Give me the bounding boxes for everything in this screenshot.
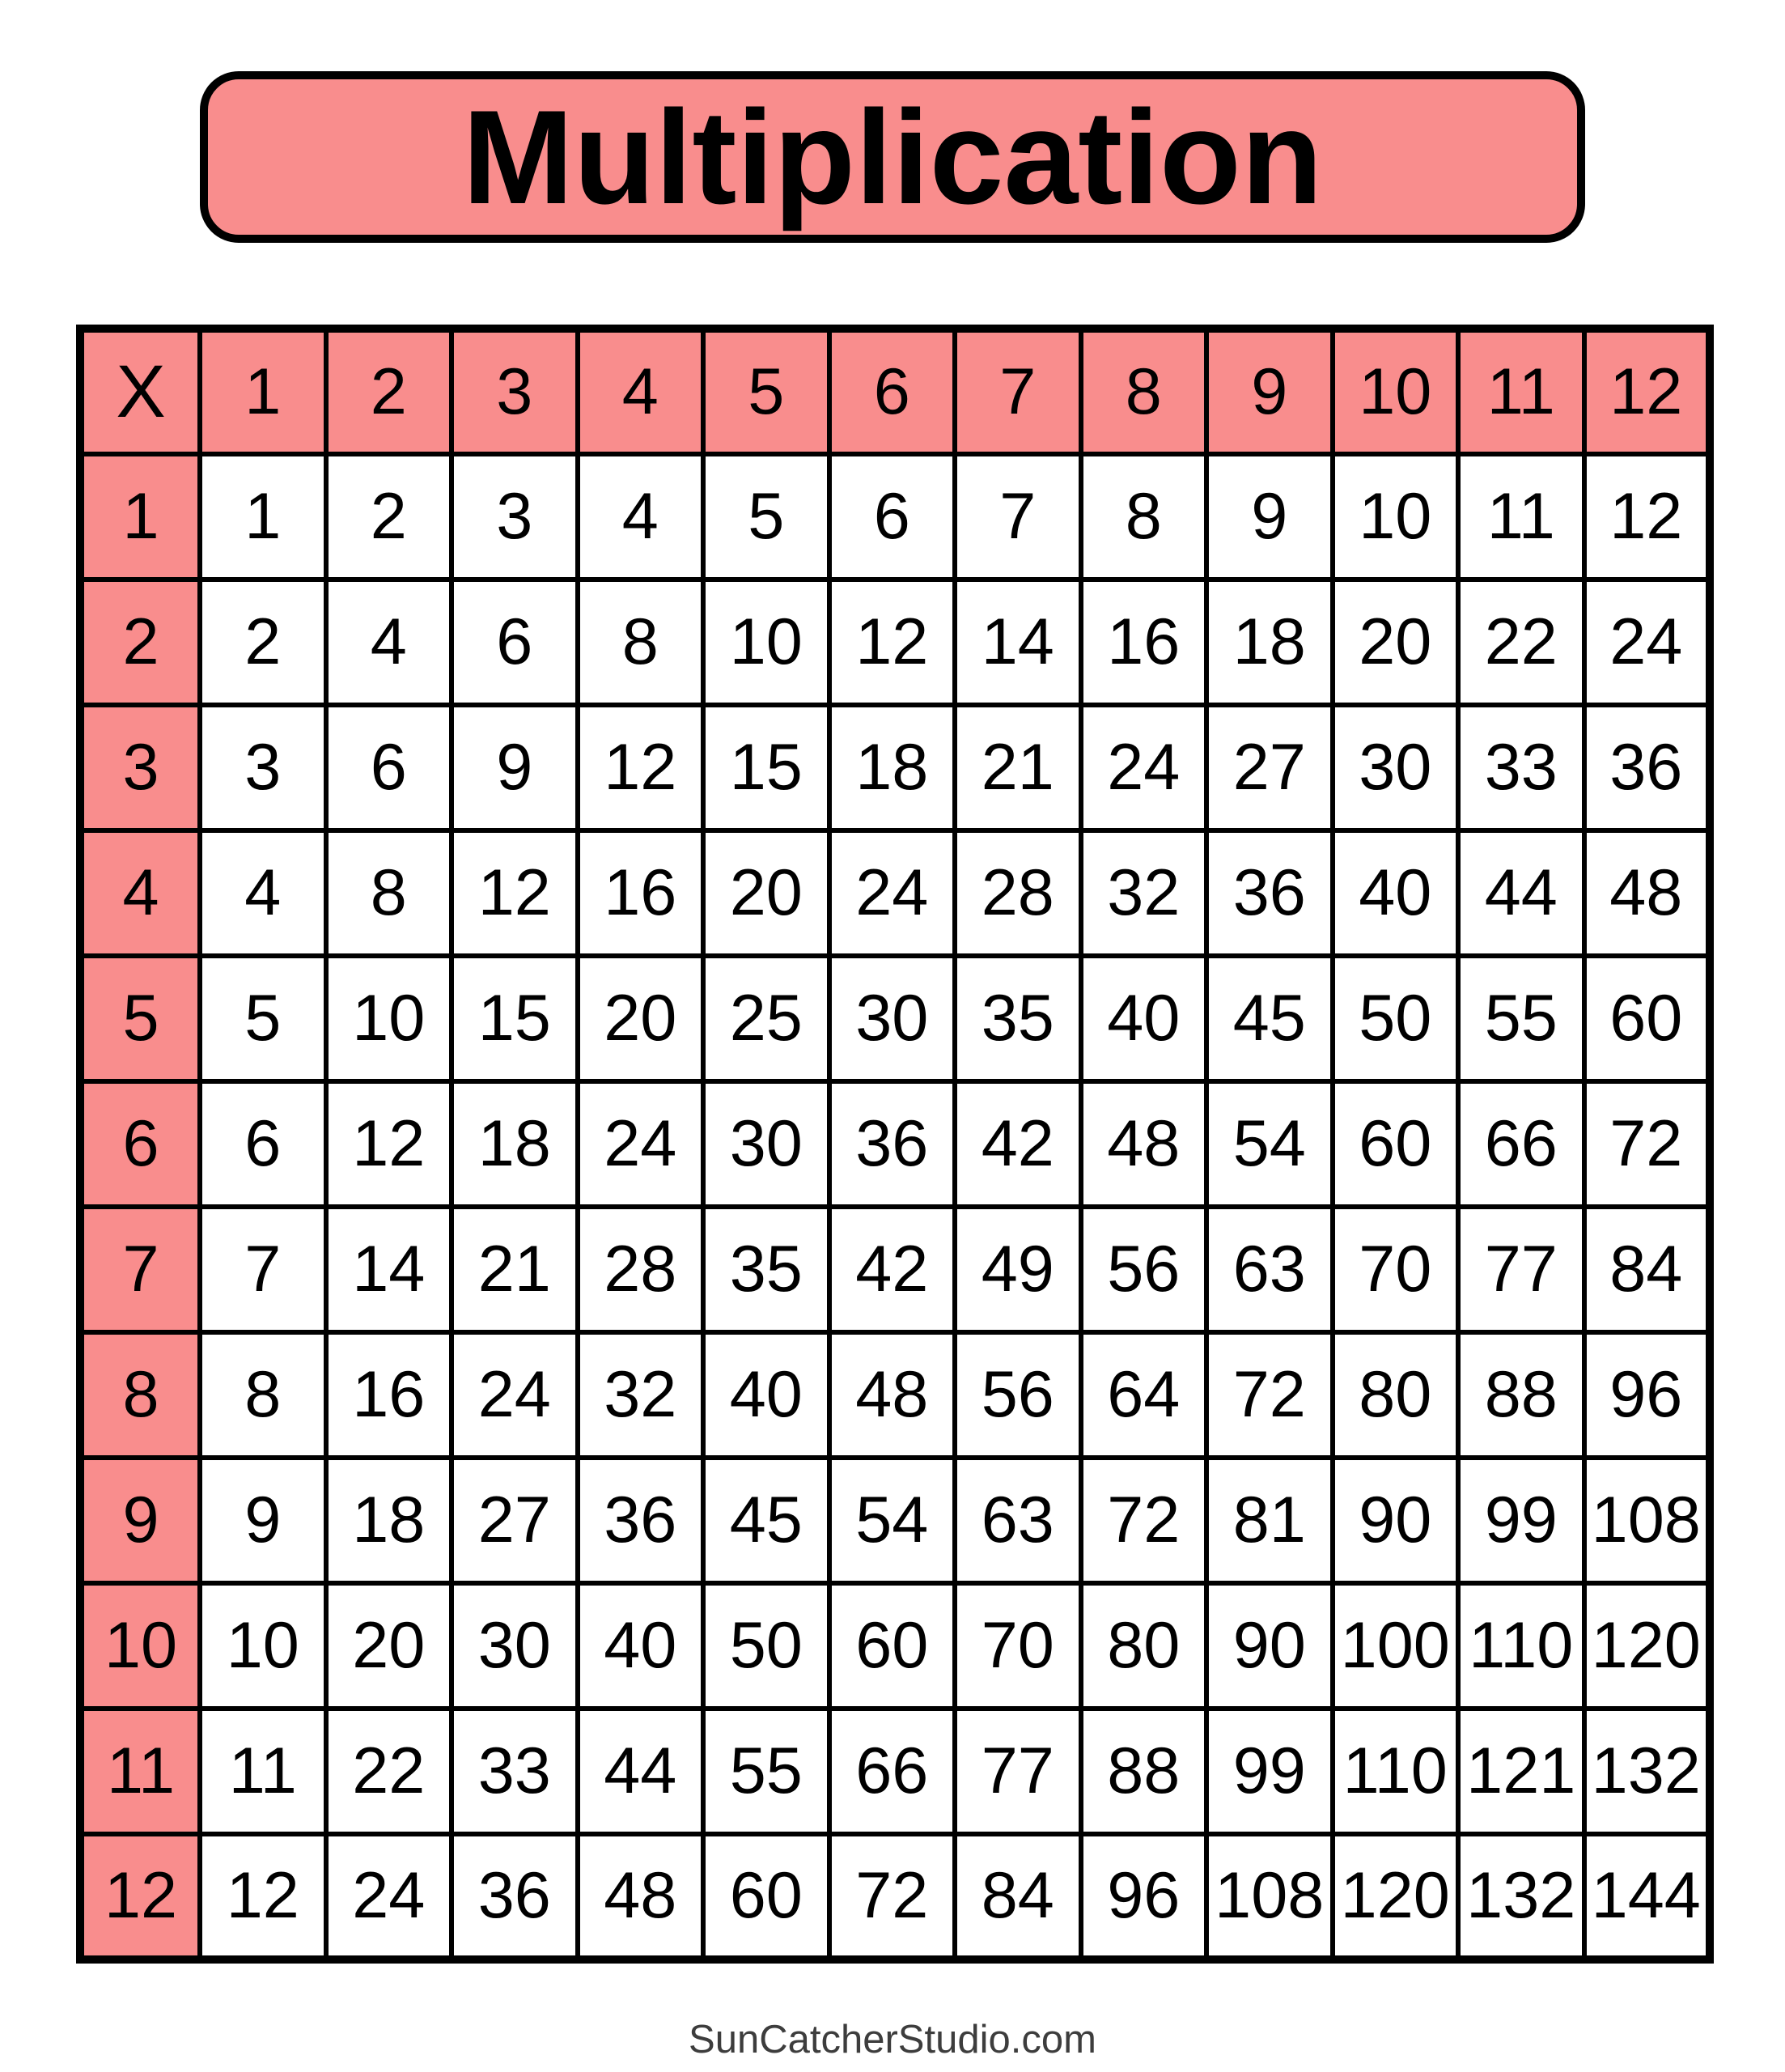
- product-cell: 72: [829, 1834, 956, 1959]
- column-header-cell: 12: [1584, 329, 1711, 454]
- corner-cell: X: [80, 329, 200, 454]
- product-cell: 7: [200, 1207, 326, 1332]
- product-cell: 90: [1206, 1583, 1333, 1709]
- column-header-cell: 11: [1458, 329, 1584, 454]
- product-cell: 30: [452, 1583, 578, 1709]
- product-cell: 55: [1458, 956, 1584, 1081]
- column-header-cell: 7: [955, 329, 1081, 454]
- product-cell: 30: [703, 1081, 829, 1207]
- product-cell: 18: [326, 1458, 452, 1583]
- table-row: [80, 454, 1710, 580]
- product-cell: 9: [1206, 454, 1333, 580]
- product-cell: 36: [578, 1458, 704, 1583]
- table-row: [80, 1458, 1710, 1583]
- product-cell: 2: [326, 454, 452, 580]
- product-cell: 96: [1584, 1332, 1711, 1458]
- product-cell: 60: [829, 1583, 956, 1709]
- product-cell: 20: [703, 830, 829, 956]
- product-cell: 88: [1081, 1709, 1207, 1834]
- product-cell: 24: [578, 1081, 704, 1207]
- product-cell: 50: [1333, 956, 1459, 1081]
- table-row: [80, 1709, 1710, 1834]
- product-cell: 27: [452, 1458, 578, 1583]
- product-cell: 40: [1081, 956, 1207, 1081]
- product-cell: 4: [200, 830, 326, 956]
- product-cell: 2: [200, 580, 326, 705]
- column-header-cell: 3: [452, 329, 578, 454]
- product-cell: 108: [1206, 1834, 1333, 1959]
- row-header-cell: 11: [80, 1709, 200, 1834]
- product-cell: 11: [200, 1709, 326, 1834]
- product-cell: 21: [452, 1207, 578, 1332]
- product-cell: 12: [200, 1834, 326, 1959]
- product-cell: 36: [1206, 830, 1333, 956]
- product-cell: 8: [578, 580, 704, 705]
- product-cell: 3: [200, 705, 326, 830]
- product-cell: 77: [955, 1709, 1081, 1834]
- product-cell: 44: [578, 1709, 704, 1834]
- row-header-cell: 12: [80, 1834, 200, 1959]
- product-cell: 144: [1584, 1834, 1711, 1959]
- product-cell: 35: [955, 956, 1081, 1081]
- product-cell: 10: [703, 580, 829, 705]
- product-cell: 22: [326, 1709, 452, 1834]
- product-cell: 33: [1458, 705, 1584, 830]
- product-cell: 24: [829, 830, 956, 956]
- product-cell: 66: [1458, 1081, 1584, 1207]
- product-cell: 48: [829, 1332, 956, 1458]
- product-cell: 60: [1333, 1081, 1459, 1207]
- table-row: [80, 1834, 1710, 1959]
- product-cell: 7: [955, 454, 1081, 580]
- product-cell: 18: [1206, 580, 1333, 705]
- product-cell: 14: [955, 580, 1081, 705]
- product-cell: 54: [829, 1458, 956, 1583]
- product-cell: 9: [452, 705, 578, 830]
- product-cell: 12: [326, 1081, 452, 1207]
- product-cell: 72: [1081, 1458, 1207, 1583]
- product-cell: 24: [452, 1332, 578, 1458]
- row-header-cell: 2: [80, 580, 200, 705]
- product-cell: 3: [452, 454, 578, 580]
- product-cell: 121: [1458, 1709, 1584, 1834]
- row-header-cell: 7: [80, 1207, 200, 1332]
- product-cell: 28: [578, 1207, 704, 1332]
- product-cell: 30: [1333, 705, 1459, 830]
- product-cell: 10: [1333, 454, 1459, 580]
- table-row: [80, 1207, 1710, 1332]
- product-cell: 10: [200, 1583, 326, 1709]
- product-cell: 15: [703, 705, 829, 830]
- product-cell: 80: [1081, 1583, 1207, 1709]
- product-cell: 20: [578, 956, 704, 1081]
- product-cell: 32: [578, 1332, 704, 1458]
- product-cell: 132: [1584, 1709, 1711, 1834]
- product-cell: 110: [1333, 1709, 1459, 1834]
- product-cell: 20: [1333, 580, 1459, 705]
- product-cell: 60: [703, 1834, 829, 1959]
- product-cell: 32: [1081, 830, 1207, 956]
- product-cell: 63: [955, 1458, 1081, 1583]
- product-cell: 6: [829, 454, 956, 580]
- table-row: [80, 956, 1710, 1081]
- product-cell: 45: [703, 1458, 829, 1583]
- product-cell: 24: [1584, 580, 1711, 705]
- product-cell: 16: [578, 830, 704, 956]
- row-header-cell: 4: [80, 830, 200, 956]
- row-header-cell: 5: [80, 956, 200, 1081]
- product-cell: 4: [326, 580, 452, 705]
- product-cell: 84: [1584, 1207, 1711, 1332]
- product-cell: 8: [200, 1332, 326, 1458]
- product-cell: 24: [1081, 705, 1207, 830]
- product-cell: 6: [326, 705, 452, 830]
- product-cell: 100: [1333, 1583, 1459, 1709]
- product-cell: 8: [1081, 454, 1207, 580]
- product-cell: 36: [1584, 705, 1711, 830]
- table-row: [80, 1583, 1710, 1709]
- product-cell: 9: [200, 1458, 326, 1583]
- product-cell: 96: [1081, 1834, 1207, 1959]
- product-cell: 108: [1584, 1458, 1711, 1583]
- product-cell: 24: [326, 1834, 452, 1959]
- product-cell: 40: [703, 1332, 829, 1458]
- product-cell: 80: [1333, 1332, 1459, 1458]
- row-header-cell: 10: [80, 1583, 200, 1709]
- product-cell: 44: [1458, 830, 1584, 956]
- product-cell: 15: [452, 956, 578, 1081]
- product-cell: 132: [1458, 1834, 1584, 1959]
- product-cell: 27: [1206, 705, 1333, 830]
- product-cell: 18: [452, 1081, 578, 1207]
- multiplication-table: [76, 325, 1714, 1964]
- product-cell: 8: [326, 830, 452, 956]
- product-cell: 48: [578, 1834, 704, 1959]
- product-cell: 84: [955, 1834, 1081, 1959]
- row-header-cell: 8: [80, 1332, 200, 1458]
- product-cell: 40: [578, 1583, 704, 1709]
- column-header-cell: 9: [1206, 329, 1333, 454]
- product-cell: 14: [326, 1207, 452, 1332]
- product-cell: 45: [1206, 956, 1333, 1081]
- product-cell: 54: [1206, 1081, 1333, 1207]
- column-header-cell: 4: [578, 329, 704, 454]
- header-row: [80, 329, 1710, 454]
- product-cell: 4: [578, 454, 704, 580]
- page-title: Multiplication: [462, 82, 1323, 231]
- product-cell: 88: [1458, 1332, 1584, 1458]
- product-cell: 70: [1333, 1207, 1459, 1332]
- column-header-cell: 6: [829, 329, 956, 454]
- product-cell: 81: [1206, 1458, 1333, 1583]
- product-cell: 90: [1333, 1458, 1459, 1583]
- product-cell: 64: [1081, 1332, 1207, 1458]
- product-cell: 20: [326, 1583, 452, 1709]
- footer-watermark: SunCatcherStudio.com: [689, 2018, 1096, 2061]
- product-cell: 48: [1584, 830, 1711, 956]
- table-row: [80, 1332, 1710, 1458]
- product-cell: 12: [452, 830, 578, 956]
- product-cell: 72: [1206, 1332, 1333, 1458]
- product-cell: 5: [703, 454, 829, 580]
- product-cell: 110: [1458, 1583, 1584, 1709]
- column-header-cell: 8: [1081, 329, 1207, 454]
- product-cell: 56: [955, 1332, 1081, 1458]
- product-cell: 72: [1584, 1081, 1711, 1207]
- row-header-cell: 6: [80, 1081, 200, 1207]
- product-cell: 48: [1081, 1081, 1207, 1207]
- title-banner: [200, 71, 1585, 243]
- column-header-cell: 5: [703, 329, 829, 454]
- product-cell: 120: [1584, 1583, 1711, 1709]
- product-cell: 12: [1584, 454, 1711, 580]
- product-cell: 70: [955, 1583, 1081, 1709]
- product-cell: 35: [703, 1207, 829, 1332]
- product-cell: 42: [955, 1081, 1081, 1207]
- product-cell: 56: [1081, 1207, 1207, 1332]
- table-row: [80, 705, 1710, 830]
- product-cell: 49: [955, 1207, 1081, 1332]
- product-cell: 21: [955, 705, 1081, 830]
- product-cell: 36: [452, 1834, 578, 1959]
- product-cell: 99: [1206, 1709, 1333, 1834]
- column-header-cell: 2: [326, 329, 452, 454]
- product-cell: 12: [829, 580, 956, 705]
- product-cell: 50: [703, 1583, 829, 1709]
- product-cell: 42: [829, 1207, 956, 1332]
- product-cell: 28: [955, 830, 1081, 956]
- row-header-cell: 1: [80, 454, 200, 580]
- column-header-cell: 1: [200, 329, 326, 454]
- column-header-cell: 10: [1333, 329, 1459, 454]
- product-cell: 10: [326, 956, 452, 1081]
- product-cell: 25: [703, 956, 829, 1081]
- product-cell: 16: [1081, 580, 1207, 705]
- product-cell: 63: [1206, 1207, 1333, 1332]
- product-cell: 22: [1458, 580, 1584, 705]
- product-cell: 5: [200, 956, 326, 1081]
- product-cell: 40: [1333, 830, 1459, 956]
- product-cell: 36: [829, 1081, 956, 1207]
- product-cell: 60: [1584, 956, 1711, 1081]
- product-cell: 30: [829, 956, 956, 1081]
- product-cell: 18: [829, 705, 956, 830]
- product-cell: 1: [200, 454, 326, 580]
- product-cell: 99: [1458, 1458, 1584, 1583]
- product-cell: 16: [326, 1332, 452, 1458]
- product-cell: 11: [1458, 454, 1584, 580]
- table-row: [80, 1081, 1710, 1207]
- row-header-cell: 9: [80, 1458, 200, 1583]
- product-cell: 6: [200, 1081, 326, 1207]
- product-cell: 77: [1458, 1207, 1584, 1332]
- product-cell: 55: [703, 1709, 829, 1834]
- table-row: [80, 830, 1710, 956]
- row-header-cell: 3: [80, 705, 200, 830]
- product-cell: 66: [829, 1709, 956, 1834]
- product-cell: 120: [1333, 1834, 1459, 1959]
- product-cell: 12: [578, 705, 704, 830]
- product-cell: 6: [452, 580, 578, 705]
- product-cell: 33: [452, 1709, 578, 1834]
- table-row: [80, 580, 1710, 705]
